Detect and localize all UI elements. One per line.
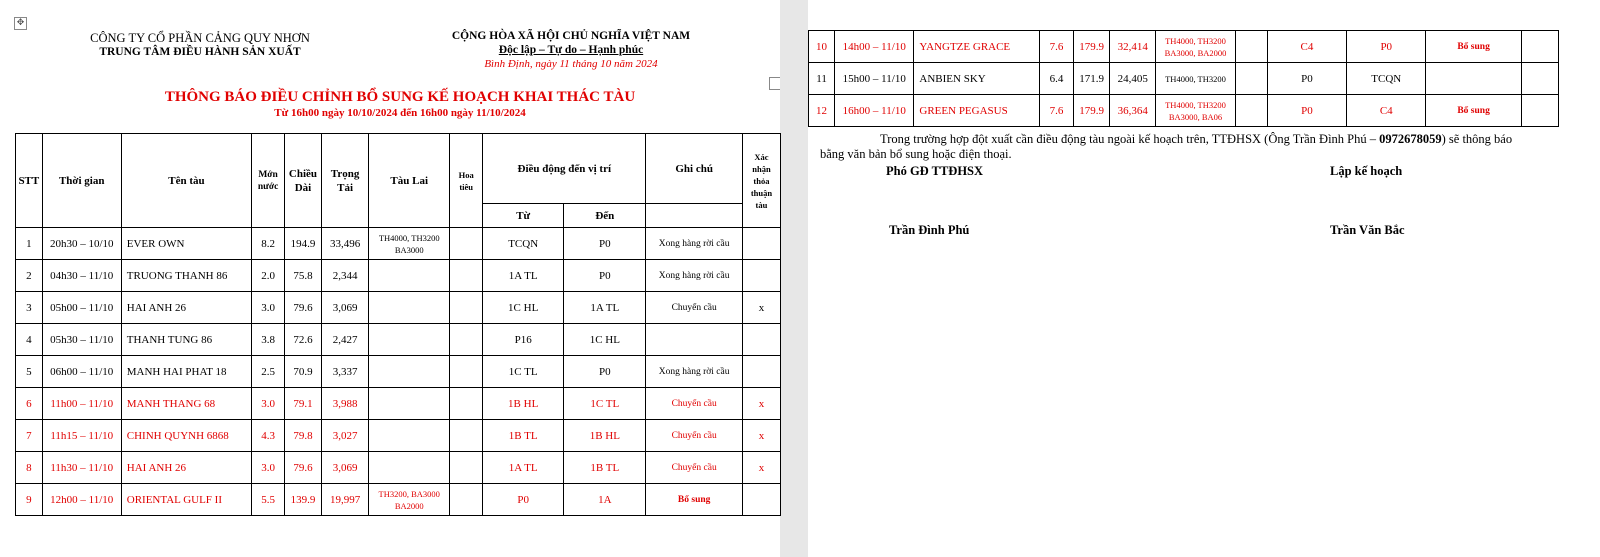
col-header-tonnage: Trọng Tải [321, 134, 368, 228]
col-header-length: Chiều Dài [285, 134, 322, 228]
col-header-confirm: Xác nhận thỏa thuận tàu [742, 134, 780, 228]
national-motto: Độc lập – Tự do – Hạnh phúc [498, 44, 644, 56]
cell-tug: TH4000, TH3200 BA3000, BA06 [1156, 95, 1235, 127]
footer-note-suffix: ) sẽ thông báo bằng văn bản bổ sung hoặc điện thoại. [820, 132, 1513, 161]
cell-ship: EVER OWN [121, 228, 251, 260]
cell-stt: 9 [16, 484, 43, 516]
cell-length: 79.6 [285, 452, 322, 484]
cell-pilot [450, 420, 483, 452]
cell-from: P0 [483, 484, 564, 516]
cell-stt: 7 [16, 420, 43, 452]
cell-pilot [450, 452, 483, 484]
cell-confirm [1521, 95, 1558, 127]
cell-draft: 7.6 [1039, 95, 1073, 127]
cell-ship: TRUONG THANH 86 [121, 260, 251, 292]
table-row [809, 31, 1559, 63]
cell-length: 79.8 [285, 420, 322, 452]
col-header-to: Đến [564, 204, 646, 228]
cell-length: 75.8 [285, 260, 322, 292]
cell-from: 1C HL [483, 292, 564, 324]
cell-confirm: x [742, 452, 780, 484]
col-header-draft: Mớn nước [252, 134, 285, 228]
document-title: THÔNG BÁO ĐIỀU CHỈNH BỔ SUNG KẾ HOẠCH KHAI THÁC TÀU [164, 89, 636, 105]
cell-draft: 2.5 [252, 356, 285, 388]
cell-ship: MANH THANG 68 [121, 388, 251, 420]
department-name: TRUNG TÂM ĐIỀU HÀNH SẢN XUẤT [99, 46, 301, 58]
cell-note [1426, 63, 1521, 95]
cell-confirm: x [742, 292, 780, 324]
cell-note: Chuyển cầu [646, 388, 743, 420]
table-row [809, 95, 1559, 127]
cell-to: P0 [564, 260, 646, 292]
cell-tonnage: 3,337 [321, 356, 368, 388]
cell-confirm [1521, 63, 1558, 95]
col-header-note: Ghi chú [646, 134, 743, 204]
footer-note-prefix: Trong trường hợp đột xuất cần điều động tàu ngoài kế hoạch trên, TTĐHSX (Ông Trần Đình Phú – [880, 132, 1380, 146]
cell-tug: TH3200, BA3000 BA2000 [369, 484, 450, 516]
cell-stt: 3 [16, 292, 43, 324]
cell-tonnage: 24,405 [1110, 63, 1156, 95]
cell-length: 194.9 [285, 228, 322, 260]
cell-length: 70.9 [285, 356, 322, 388]
cell-pilot [450, 484, 483, 516]
footer-note-phone: 0972678059 [1379, 132, 1442, 146]
cell-tonnage: 32,414 [1110, 31, 1156, 63]
cell-from: 1B HL [483, 388, 564, 420]
cell-tonnage: 3,027 [321, 420, 368, 452]
date-line: Bình Định, ngày 11 tháng 10 năm 2024 [484, 58, 658, 70]
cell-draft: 4.3 [252, 420, 285, 452]
cell-tug [369, 260, 450, 292]
cell-stt: 6 [16, 388, 43, 420]
cell-draft: 7.6 [1039, 31, 1073, 63]
cell-tug [369, 324, 450, 356]
cell-time: 05h00 – 11/10 [42, 292, 121, 324]
cell-stt: 2 [16, 260, 43, 292]
cell-pilot [1235, 31, 1267, 63]
national-header [435, 29, 707, 71]
table-row [16, 388, 781, 420]
col-header-from: Từ [483, 204, 564, 228]
cell-time: 15h00 – 11/10 [835, 63, 914, 95]
cell-stt: 1 [16, 228, 43, 260]
cell-from: TCQN [483, 228, 564, 260]
cell-pilot [450, 260, 483, 292]
sign-left-title: Phó GĐ TTĐHSX [886, 164, 984, 178]
cell-confirm [1521, 31, 1558, 63]
cell-to: 1B TL [564, 452, 646, 484]
cell-note [646, 324, 743, 356]
cell-note: Xong hàng rời cầu [646, 356, 743, 388]
cell-ship: THANH TUNG 86 [121, 324, 251, 356]
cell-time: 16h00 – 11/10 [835, 95, 914, 127]
nation-name: CỘNG HÒA XÃ HỘI CHỦ NGHĨA VIỆT NAM [451, 30, 691, 42]
table-row [16, 452, 781, 484]
cell-draft: 6.4 [1039, 63, 1073, 95]
cell-to: P0 [1347, 31, 1426, 63]
cell-draft: 3.0 [252, 388, 285, 420]
cell-from: C4 [1267, 31, 1346, 63]
cell-note: Chuyển cầu [646, 452, 743, 484]
cell-length: 79.6 [285, 292, 322, 324]
cell-stt: 8 [16, 452, 43, 484]
cell-tonnage: 2,427 [321, 324, 368, 356]
cell-to: P0 [564, 228, 646, 260]
table-row [16, 292, 781, 324]
cell-stt: 4 [16, 324, 43, 356]
cell-stt: 5 [16, 356, 43, 388]
cell-draft: 3.8 [252, 324, 285, 356]
cell-time: 05h30 – 11/10 [42, 324, 121, 356]
cell-from: P16 [483, 324, 564, 356]
cell-to: C4 [1347, 95, 1426, 127]
cell-ship: ANBIEN SKY [914, 63, 1040, 95]
cell-tug: TH4000, TH3200 BA3000, BA2000 [1156, 31, 1235, 63]
cell-to: 1C TL [564, 388, 646, 420]
cell-tug [369, 388, 450, 420]
cell-time: 11h15 – 11/10 [42, 420, 121, 452]
document-subtitle: Từ 16h00 ngày 10/10/2024 đến 16h00 ngày 11/10/2024 [274, 107, 526, 119]
cell-ship: YANGTZE GRACE [914, 31, 1040, 63]
cell-to: TCQN [1347, 63, 1426, 95]
cell-tug: TH4000, TH3200 BA3000 [369, 228, 450, 260]
cell-tug [369, 356, 450, 388]
cell-length: 72.6 [285, 324, 322, 356]
cell-time: 11h30 – 11/10 [42, 452, 121, 484]
cell-note: Xong hàng rời cầu [646, 260, 743, 292]
cell-to: P0 [564, 356, 646, 388]
cell-to: 1B HL [564, 420, 646, 452]
cell-tonnage: 3,988 [321, 388, 368, 420]
cell-length: 139.9 [285, 484, 322, 516]
cell-tug: TH4000, TH3200 [1156, 63, 1235, 95]
cell-ship: MANH HAI PHAT 18 [121, 356, 251, 388]
cell-to: 1C HL [564, 324, 646, 356]
footer-note [820, 132, 1520, 162]
col-header-tug: Tàu Lai [369, 134, 450, 228]
cell-confirm [742, 356, 780, 388]
sign-right-title: Lập kế hoạch [1330, 164, 1403, 178]
cell-from: 1A TL [483, 260, 564, 292]
cell-time: 20h30 – 10/10 [42, 228, 121, 260]
cell-confirm [742, 260, 780, 292]
cell-note: Chuyển cầu [646, 292, 743, 324]
cell-note: Bổ sung [646, 484, 743, 516]
cell-stt: 12 [809, 95, 835, 127]
cell-pilot [450, 292, 483, 324]
cell-tonnage: 3,069 [321, 452, 368, 484]
cell-draft: 8.2 [252, 228, 285, 260]
cell-from: 1B TL [483, 420, 564, 452]
cell-time: 06h00 – 11/10 [42, 356, 121, 388]
company-name: CÔNG TY CỔ PHẦN CẢNG QUY NHƠN [90, 31, 310, 45]
cell-length: 171.9 [1074, 63, 1110, 95]
cell-pilot [450, 356, 483, 388]
cell-tonnage: 19,997 [321, 484, 368, 516]
cell-length: 179.9 [1074, 31, 1110, 63]
cell-ship: HAI ANH 26 [121, 452, 251, 484]
cell-confirm: x [742, 420, 780, 452]
cell-tonnage: 36,364 [1110, 95, 1156, 127]
ship-schedule-body [16, 228, 781, 516]
cell-note: Bổ sung [1426, 95, 1521, 127]
col-header-time: Thời gian [42, 134, 121, 228]
col-header-stt: STT [16, 134, 43, 228]
cell-from: 1A TL [483, 452, 564, 484]
cell-from: 1C TL [483, 356, 564, 388]
cell-tonnage: 2,344 [321, 260, 368, 292]
cell-confirm [742, 484, 780, 516]
cell-length: 179.9 [1074, 95, 1110, 127]
cell-pilot [1235, 95, 1267, 127]
col-header-pilot: Hoa tiêu [450, 134, 483, 228]
company-header [40, 31, 360, 59]
cell-from: P0 [1267, 63, 1346, 95]
cell-from: P0 [1267, 95, 1346, 127]
col-header-move: Điều động đến vị trí [483, 134, 646, 204]
table-row [16, 324, 781, 356]
cell-note: Chuyển cầu [646, 420, 743, 452]
ship-schedule-body-continued [809, 31, 1559, 127]
cell-tonnage: 33,496 [321, 228, 368, 260]
table-row [16, 356, 781, 388]
cell-note: Xong hàng rời cầu [646, 228, 743, 260]
sign-left-name: Trần Đình Phú [889, 223, 970, 237]
cell-ship: HAI ANH 26 [121, 292, 251, 324]
cell-note: Bổ sung [1426, 31, 1521, 63]
ship-schedule-table [15, 133, 781, 516]
cell-to: 1A TL [564, 292, 646, 324]
cell-pilot [1235, 63, 1267, 95]
table-row [809, 63, 1559, 95]
cell-pilot [450, 228, 483, 260]
ship-schedule-table-continued [808, 30, 1559, 127]
cell-draft: 3.0 [252, 452, 285, 484]
cell-pilot [450, 324, 483, 356]
cell-draft: 5.5 [252, 484, 285, 516]
cell-tug [369, 420, 450, 452]
sign-right-name: Trần Văn Bắc [1330, 223, 1405, 237]
cell-tonnage: 3,069 [321, 292, 368, 324]
cell-draft: 3.0 [252, 292, 285, 324]
cell-length: 79.1 [285, 388, 322, 420]
col-header-ship: Tên tàu [121, 134, 251, 228]
cell-to: 1A [564, 484, 646, 516]
cell-draft: 2.0 [252, 260, 285, 292]
cell-ship: GREEN PEGASUS [914, 95, 1040, 127]
cell-confirm [742, 324, 780, 356]
cell-ship: ORIENTAL GULF II [121, 484, 251, 516]
cell-stt: 10 [809, 31, 835, 63]
cell-ship: CHINH QUYNH 6868 [121, 420, 251, 452]
table-row [16, 260, 781, 292]
cell-stt: 11 [809, 63, 835, 95]
table-row [16, 484, 781, 516]
cell-tug [369, 452, 450, 484]
cell-confirm [742, 228, 780, 260]
table-move-handle-icon[interactable]: ✥ [14, 17, 27, 30]
cell-time: 14h00 – 11/10 [835, 31, 914, 63]
cell-confirm: x [742, 388, 780, 420]
cell-tug [369, 292, 450, 324]
cell-pilot [450, 388, 483, 420]
cell-time: 12h00 – 11/10 [42, 484, 121, 516]
table-row [16, 228, 781, 260]
cell-time: 11h00 – 11/10 [42, 388, 121, 420]
col-header-note-blank [646, 204, 743, 228]
table-row [16, 420, 781, 452]
cell-time: 04h30 – 11/10 [42, 260, 121, 292]
